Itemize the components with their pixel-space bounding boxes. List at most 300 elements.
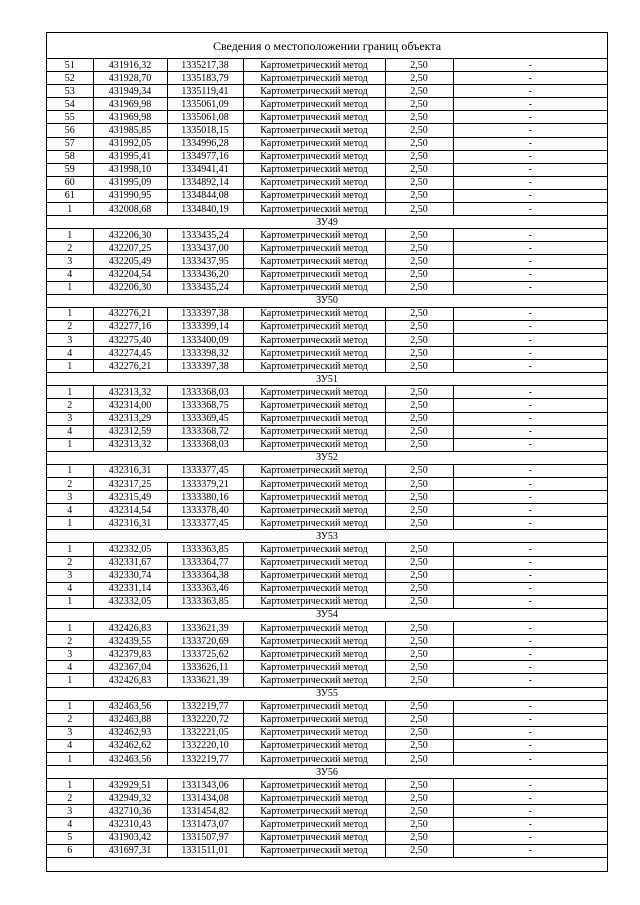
y-coordinate-cell: 1333397,38 <box>167 360 243 373</box>
accuracy-cell: 2,50 <box>385 203 453 216</box>
point-number-cell: 4 <box>47 739 93 752</box>
accuracy-cell: 2,50 <box>385 399 453 412</box>
description-cell: - <box>453 556 607 569</box>
point-number-cell: 57 <box>47 137 93 150</box>
section-header-row <box>47 294 607 307</box>
table-row <box>47 176 607 189</box>
table-row <box>47 412 607 425</box>
description-cell: - <box>453 98 607 111</box>
point-number-cell: 1 <box>47 281 93 294</box>
y-coordinate-cell: 1333626,11 <box>167 661 243 674</box>
section-header-row <box>47 530 607 543</box>
x-coordinate-cell: 432379,83 <box>93 648 167 661</box>
accuracy-cell: 2,50 <box>385 569 453 582</box>
x-coordinate-cell: 432314,00 <box>93 399 167 412</box>
point-number-cell: 52 <box>47 72 93 85</box>
method-cell: Картометрический метод <box>243 844 385 857</box>
method-cell: Картометрический метод <box>243 713 385 726</box>
accuracy-cell: 2,50 <box>385 831 453 844</box>
table-row <box>47 478 607 491</box>
description-cell: - <box>453 412 607 425</box>
y-coordinate-cell: 1335061,09 <box>167 98 243 111</box>
method-cell: Картометрический метод <box>243 333 385 346</box>
y-coordinate-cell: 1334892,14 <box>167 176 243 189</box>
table-row <box>47 674 607 687</box>
point-number-cell: 6 <box>47 844 93 857</box>
table-row <box>47 844 607 857</box>
accuracy-cell: 2,50 <box>385 268 453 281</box>
x-coordinate-cell: 432310,43 <box>93 818 167 831</box>
x-coordinate-cell: 432463,56 <box>93 700 167 713</box>
point-number-cell: 1 <box>47 386 93 399</box>
description-cell: - <box>453 752 607 765</box>
table-row <box>47 582 607 595</box>
point-number-cell: 3 <box>47 491 93 504</box>
method-cell: Картометрический метод <box>243 163 385 176</box>
method-cell: Картометрический метод <box>243 805 385 818</box>
method-cell: Картометрический метод <box>243 517 385 530</box>
y-coordinate-cell: 1333368,72 <box>167 425 243 438</box>
point-number-cell: 4 <box>47 661 93 674</box>
table-row <box>47 307 607 320</box>
point-number-cell: 4 <box>47 818 93 831</box>
method-cell: Картометрический метод <box>243 700 385 713</box>
method-cell: Картометрический метод <box>243 478 385 491</box>
accuracy-cell: 2,50 <box>385 111 453 124</box>
accuracy-cell: 2,50 <box>385 464 453 477</box>
y-coordinate-cell: 1333437,95 <box>167 255 243 268</box>
x-coordinate-cell: 432332,05 <box>93 595 167 608</box>
document-title: Сведения о местоположении границ объекта <box>47 33 607 59</box>
method-cell: Картометрический метод <box>243 386 385 399</box>
accuracy-cell: 2,50 <box>385 360 453 373</box>
accuracy-cell: 2,50 <box>385 438 453 451</box>
y-coordinate-cell: 1333435,24 <box>167 281 243 294</box>
accuracy-cell: 2,50 <box>385 478 453 491</box>
description-cell: - <box>453 805 607 818</box>
method-cell: Картометрический метод <box>243 85 385 98</box>
table-row <box>47 386 607 399</box>
description-cell: - <box>453 189 607 202</box>
x-coordinate-cell: 432312,59 <box>93 425 167 438</box>
table-row <box>47 163 607 176</box>
point-number-cell: 1 <box>47 595 93 608</box>
description-cell: - <box>453 582 607 595</box>
section-label: ЗУ51 <box>47 373 607 386</box>
y-coordinate-cell: 1333621,39 <box>167 674 243 687</box>
x-coordinate-cell: 432313,32 <box>93 438 167 451</box>
coordinates-table <box>47 59 607 858</box>
y-coordinate-cell: 1333380,16 <box>167 491 243 504</box>
accuracy-cell: 2,50 <box>385 818 453 831</box>
x-coordinate-cell: 431998,10 <box>93 163 167 176</box>
accuracy-cell: 2,50 <box>385 635 453 648</box>
table-row <box>47 622 607 635</box>
description-cell: - <box>453 255 607 268</box>
point-number-cell: 60 <box>47 176 93 189</box>
y-coordinate-cell: 1333377,45 <box>167 464 243 477</box>
y-coordinate-cell: 1333364,38 <box>167 569 243 582</box>
y-coordinate-cell: 1333399,14 <box>167 320 243 333</box>
section-label: ЗУ55 <box>47 687 607 700</box>
x-coordinate-cell: 432463,56 <box>93 752 167 765</box>
accuracy-cell: 2,50 <box>385 85 453 98</box>
x-coordinate-cell: 432275,40 <box>93 333 167 346</box>
method-cell: Картометрический метод <box>243 622 385 635</box>
table-row <box>47 111 607 124</box>
accuracy-cell: 2,50 <box>385 189 453 202</box>
section-label: ЗУ52 <box>47 451 607 464</box>
table-row <box>47 124 607 137</box>
method-cell: Картометрический метод <box>243 242 385 255</box>
table-row <box>47 268 607 281</box>
x-coordinate-cell: 432274,45 <box>93 347 167 360</box>
accuracy-cell: 2,50 <box>385 556 453 569</box>
accuracy-cell: 2,50 <box>385 752 453 765</box>
y-coordinate-cell: 1334941,41 <box>167 163 243 176</box>
description-cell: - <box>453 242 607 255</box>
description-cell: - <box>453 844 607 857</box>
point-number-cell: 2 <box>47 478 93 491</box>
point-number-cell: 53 <box>47 85 93 98</box>
accuracy-cell: 2,50 <box>385 844 453 857</box>
description-cell: - <box>453 569 607 582</box>
table-row <box>47 635 607 648</box>
y-coordinate-cell: 1334840,19 <box>167 203 243 216</box>
x-coordinate-cell: 432462,93 <box>93 726 167 739</box>
point-number-cell: 1 <box>47 674 93 687</box>
method-cell: Картометрический метод <box>243 752 385 765</box>
table-row <box>47 569 607 582</box>
point-number-cell: 1 <box>47 307 93 320</box>
x-coordinate-cell: 432207,25 <box>93 242 167 255</box>
x-coordinate-cell: 431985,85 <box>93 124 167 137</box>
description-cell: - <box>453 307 607 320</box>
accuracy-cell: 2,50 <box>385 59 453 72</box>
accuracy-cell: 2,50 <box>385 124 453 137</box>
point-number-cell: 2 <box>47 320 93 333</box>
description-cell: - <box>453 595 607 608</box>
description-cell: - <box>453 438 607 451</box>
section-header-row <box>47 216 607 229</box>
y-coordinate-cell: 1333400,09 <box>167 333 243 346</box>
description-cell: - <box>453 491 607 504</box>
y-coordinate-cell: 1332219,77 <box>167 700 243 713</box>
point-number-cell: 59 <box>47 163 93 176</box>
section-label: ЗУ53 <box>47 530 607 543</box>
accuracy-cell: 2,50 <box>385 163 453 176</box>
accuracy-cell: 2,50 <box>385 72 453 85</box>
table-row <box>47 464 607 477</box>
y-coordinate-cell: 1333436,20 <box>167 268 243 281</box>
y-coordinate-cell: 1332221,05 <box>167 726 243 739</box>
table-row <box>47 491 607 504</box>
point-number-cell: 1 <box>47 622 93 635</box>
section-label: ЗУ56 <box>47 766 607 779</box>
accuracy-cell: 2,50 <box>385 779 453 792</box>
section-label: ЗУ49 <box>47 216 607 229</box>
y-coordinate-cell: 1331507,97 <box>167 831 243 844</box>
point-number-cell: 1 <box>47 779 93 792</box>
method-cell: Картометрический метод <box>243 582 385 595</box>
description-cell: - <box>453 622 607 635</box>
point-number-cell: 1 <box>47 360 93 373</box>
description-cell: - <box>453 700 607 713</box>
description-cell: - <box>453 504 607 517</box>
method-cell: Картометрический метод <box>243 98 385 111</box>
description-cell: - <box>453 674 607 687</box>
x-coordinate-cell: 431995,09 <box>93 176 167 189</box>
table-row <box>47 72 607 85</box>
y-coordinate-cell: 1333379,21 <box>167 478 243 491</box>
point-number-cell: 2 <box>47 635 93 648</box>
method-cell: Картометрический метод <box>243 137 385 150</box>
table-row <box>47 595 607 608</box>
y-coordinate-cell: 1335061,08 <box>167 111 243 124</box>
accuracy-cell: 2,50 <box>385 504 453 517</box>
y-coordinate-cell: 1334977,16 <box>167 150 243 163</box>
y-coordinate-cell: 1335119,41 <box>167 85 243 98</box>
accuracy-cell: 2,50 <box>385 98 453 111</box>
x-coordinate-cell: 432276,21 <box>93 307 167 320</box>
y-coordinate-cell: 1331454,82 <box>167 805 243 818</box>
point-number-cell: 1 <box>47 517 93 530</box>
description-cell: - <box>453 137 607 150</box>
point-number-cell: 61 <box>47 189 93 202</box>
description-cell: - <box>453 85 607 98</box>
x-coordinate-cell: 431969,98 <box>93 98 167 111</box>
y-coordinate-cell: 1333363,46 <box>167 582 243 595</box>
table-row <box>47 203 607 216</box>
y-coordinate-cell: 1333368,03 <box>167 438 243 451</box>
method-cell: Картометрический метод <box>243 255 385 268</box>
method-cell: Картометрический метод <box>243 320 385 333</box>
y-coordinate-cell: 1332220,72 <box>167 713 243 726</box>
description-cell: - <box>453 726 607 739</box>
accuracy-cell: 2,50 <box>385 320 453 333</box>
table-row <box>47 739 607 752</box>
accuracy-cell: 2,50 <box>385 739 453 752</box>
description-cell: - <box>453 124 607 137</box>
x-coordinate-cell: 431697,31 <box>93 844 167 857</box>
accuracy-cell: 2,50 <box>385 805 453 818</box>
description-cell: - <box>453 360 607 373</box>
x-coordinate-cell: 431995,41 <box>93 150 167 163</box>
point-number-cell: 4 <box>47 504 93 517</box>
y-coordinate-cell: 1332219,77 <box>167 752 243 765</box>
description-cell: - <box>453 163 607 176</box>
method-cell: Картометрический метод <box>243 648 385 661</box>
accuracy-cell: 2,50 <box>385 543 453 556</box>
description-cell: - <box>453 399 607 412</box>
point-number-cell: 1 <box>47 203 93 216</box>
section-header-row <box>47 608 607 621</box>
point-number-cell: 3 <box>47 805 93 818</box>
table-row <box>47 700 607 713</box>
point-number-cell: 2 <box>47 242 93 255</box>
point-number-cell: 2 <box>47 399 93 412</box>
table-row <box>47 281 607 294</box>
x-coordinate-cell: 432277,16 <box>93 320 167 333</box>
y-coordinate-cell: 1331473,07 <box>167 818 243 831</box>
accuracy-cell: 2,50 <box>385 137 453 150</box>
x-coordinate-cell: 432315,49 <box>93 491 167 504</box>
y-coordinate-cell: 1333368,75 <box>167 399 243 412</box>
method-cell: Картометрический метод <box>243 792 385 805</box>
point-number-cell: 1 <box>47 543 93 556</box>
description-cell: - <box>453 464 607 477</box>
description-cell: - <box>453 281 607 294</box>
table-row <box>47 85 607 98</box>
method-cell: Картометрический метод <box>243 281 385 294</box>
accuracy-cell: 2,50 <box>385 713 453 726</box>
accuracy-cell: 2,50 <box>385 255 453 268</box>
description-cell: - <box>453 59 607 72</box>
y-coordinate-cell: 1333437,00 <box>167 242 243 255</box>
x-coordinate-cell: 432314,54 <box>93 504 167 517</box>
y-coordinate-cell: 1335183,79 <box>167 72 243 85</box>
x-coordinate-cell: 432426,83 <box>93 674 167 687</box>
x-coordinate-cell: 432008,68 <box>93 203 167 216</box>
accuracy-cell: 2,50 <box>385 150 453 163</box>
description-cell: - <box>453 661 607 674</box>
x-coordinate-cell: 432426,83 <box>93 622 167 635</box>
description-cell: - <box>453 176 607 189</box>
accuracy-cell: 2,50 <box>385 661 453 674</box>
point-number-cell: 2 <box>47 713 93 726</box>
description-cell: - <box>453 72 607 85</box>
table-row <box>47 661 607 674</box>
section-header-row <box>47 766 607 779</box>
accuracy-cell: 2,50 <box>385 176 453 189</box>
point-number-cell: 3 <box>47 726 93 739</box>
method-cell: Картометрический метод <box>243 203 385 216</box>
accuracy-cell: 2,50 <box>385 792 453 805</box>
description-cell: - <box>453 818 607 831</box>
y-coordinate-cell: 1333720,69 <box>167 635 243 648</box>
x-coordinate-cell: 432276,21 <box>93 360 167 373</box>
accuracy-cell: 2,50 <box>385 726 453 739</box>
table-row <box>47 726 607 739</box>
point-number-cell: 3 <box>47 648 93 661</box>
description-cell: - <box>453 713 607 726</box>
method-cell: Картометрический метод <box>243 831 385 844</box>
x-coordinate-cell: 432331,14 <box>93 582 167 595</box>
section-header-row <box>47 451 607 464</box>
x-coordinate-cell: 431903,42 <box>93 831 167 844</box>
x-coordinate-cell: 432332,05 <box>93 543 167 556</box>
x-coordinate-cell: 432439,55 <box>93 635 167 648</box>
point-number-cell: 1 <box>47 229 93 242</box>
description-cell: - <box>453 739 607 752</box>
accuracy-cell: 2,50 <box>385 242 453 255</box>
x-coordinate-cell: 432331,67 <box>93 556 167 569</box>
point-number-cell: 1 <box>47 752 93 765</box>
y-coordinate-cell: 1331511,01 <box>167 844 243 857</box>
accuracy-cell: 2,50 <box>385 700 453 713</box>
x-coordinate-cell: 432367,04 <box>93 661 167 674</box>
x-coordinate-cell: 432204,54 <box>93 268 167 281</box>
method-cell: Картометрический метод <box>243 176 385 189</box>
x-coordinate-cell: 432317,25 <box>93 478 167 491</box>
method-cell: Картометрический метод <box>243 425 385 438</box>
section-label: ЗУ50 <box>47 294 607 307</box>
method-cell: Картометрический метод <box>243 635 385 648</box>
description-cell: - <box>453 635 607 648</box>
point-number-cell: 1 <box>47 464 93 477</box>
point-number-cell: 5 <box>47 831 93 844</box>
x-coordinate-cell: 431928,70 <box>93 72 167 85</box>
x-coordinate-cell: 432710,36 <box>93 805 167 818</box>
x-coordinate-cell: 432313,32 <box>93 386 167 399</box>
method-cell: Картометрический метод <box>243 543 385 556</box>
x-coordinate-cell: 431990,95 <box>93 189 167 202</box>
point-number-cell: 4 <box>47 425 93 438</box>
y-coordinate-cell: 1331343,06 <box>167 779 243 792</box>
accuracy-cell: 2,50 <box>385 281 453 294</box>
y-coordinate-cell: 1334996,28 <box>167 137 243 150</box>
accuracy-cell: 2,50 <box>385 333 453 346</box>
point-number-cell: 4 <box>47 347 93 360</box>
x-coordinate-cell: 432316,31 <box>93 464 167 477</box>
table-row <box>47 713 607 726</box>
y-coordinate-cell: 1333398,32 <box>167 347 243 360</box>
y-coordinate-cell: 1335217,38 <box>167 59 243 72</box>
point-number-cell: 58 <box>47 150 93 163</box>
accuracy-cell: 2,50 <box>385 648 453 661</box>
method-cell: Картометрический метод <box>243 674 385 687</box>
method-cell: Картометрический метод <box>243 189 385 202</box>
y-coordinate-cell: 1333364,77 <box>167 556 243 569</box>
accuracy-cell: 2,50 <box>385 412 453 425</box>
x-coordinate-cell: 431916,32 <box>93 59 167 72</box>
accuracy-cell: 2,50 <box>385 517 453 530</box>
table-row <box>47 805 607 818</box>
table-row <box>47 320 607 333</box>
y-coordinate-cell: 1333435,24 <box>167 229 243 242</box>
section-header-row <box>47 373 607 386</box>
table-row <box>47 792 607 805</box>
method-cell: Картометрический метод <box>243 307 385 320</box>
point-number-cell: 4 <box>47 268 93 281</box>
table-row <box>47 137 607 150</box>
point-number-cell: 1 <box>47 700 93 713</box>
method-cell: Картометрический метод <box>243 347 385 360</box>
method-cell: Картометрический метод <box>243 360 385 373</box>
accuracy-cell: 2,50 <box>385 229 453 242</box>
x-coordinate-cell: 432330,74 <box>93 569 167 582</box>
table-row <box>47 752 607 765</box>
table-row <box>47 59 607 72</box>
description-cell: - <box>453 792 607 805</box>
y-coordinate-cell: 1333368,03 <box>167 386 243 399</box>
description-cell: - <box>453 831 607 844</box>
method-cell: Картометрический метод <box>243 779 385 792</box>
x-coordinate-cell: 431949,34 <box>93 85 167 98</box>
method-cell: Картометрический метод <box>243 595 385 608</box>
method-cell: Картометрический метод <box>243 412 385 425</box>
point-number-cell: 3 <box>47 412 93 425</box>
x-coordinate-cell: 431992,05 <box>93 137 167 150</box>
description-cell: - <box>453 320 607 333</box>
table-row <box>47 150 607 163</box>
table-row <box>47 517 607 530</box>
y-coordinate-cell: 1333377,45 <box>167 517 243 530</box>
accuracy-cell: 2,50 <box>385 347 453 360</box>
description-cell: - <box>453 111 607 124</box>
point-number-cell: 4 <box>47 582 93 595</box>
method-cell: Картометрический метод <box>243 399 385 412</box>
